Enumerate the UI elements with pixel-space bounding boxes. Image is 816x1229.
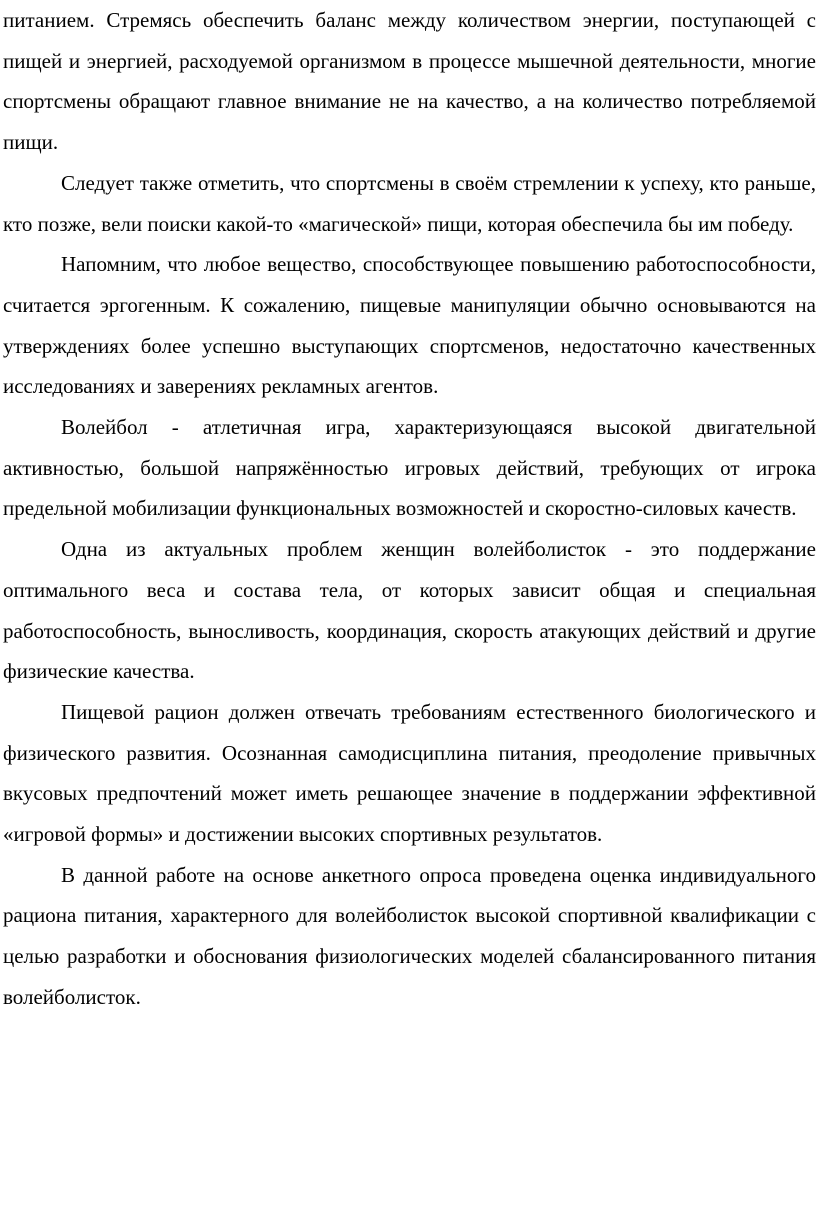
paragraph-continuation: питанием. Стремясь обеспечить баланс между количеством энергии, поступающей с пищей и энергией, расходуемой организмом в процессе мышечной деятельности, многие спортсмены обращают главное внимание не на качество, а на количество потребляемой пищи. (3, 8, 816, 155)
paragraph-ergogenic: Напомним, что любое вещество, способствующее повышению работоспособности, считается эргогенным. К сожалению, пищевые манипуляции обычно основываются на утверждениях более успешно выступающих спортсменов, недостаточно качественных исследованиях и заверениях рекламных агентов. (3, 252, 816, 399)
paragraph-study: В данной работе на основе анкетного опроса проведена оценка индивидуального рациона питания, характерного для волейболисток высокой спортивной квалификации с целью разработки и обоснования физиологических моделей сбалансированного питания волейболисток. (3, 862, 816, 1009)
paragraph-volleyball: Волейбол - атлетичная игра, характеризующаяся высокой двигательной активностью, большой напряжённостью игровых действий, требующих от игрока предельной мобилизации функциональных возможностей и скоростно-силовых качеств. (3, 415, 816, 521)
paragraph-weight-problem: Одна из актуальных проблем женщин волейболисток - это поддержание оптимального веса и состава тела, от которых зависит общая и специальная работоспособность, выносливость, координация, скорость атакующих действий и другие физические качества. (3, 537, 816, 684)
paragraph-magic-food: Следует также отметить, что спортсмены в своём стремлении к успеху, кто раньше, кто позже, вели поиски какой-то «магической» пищи, которая обеспечила бы им победу. (3, 170, 816, 236)
paragraph-diet: Пищевой рацион должен отвечать требованиям естественного биологического и физического развития. Осознанная самодисциплина питания, преодоление привычных вкусовых предпочтений может иметь решающее значение в поддержании эффективной «игровой формы» и достижении высоких спортивных результатов. (3, 699, 816, 847)
